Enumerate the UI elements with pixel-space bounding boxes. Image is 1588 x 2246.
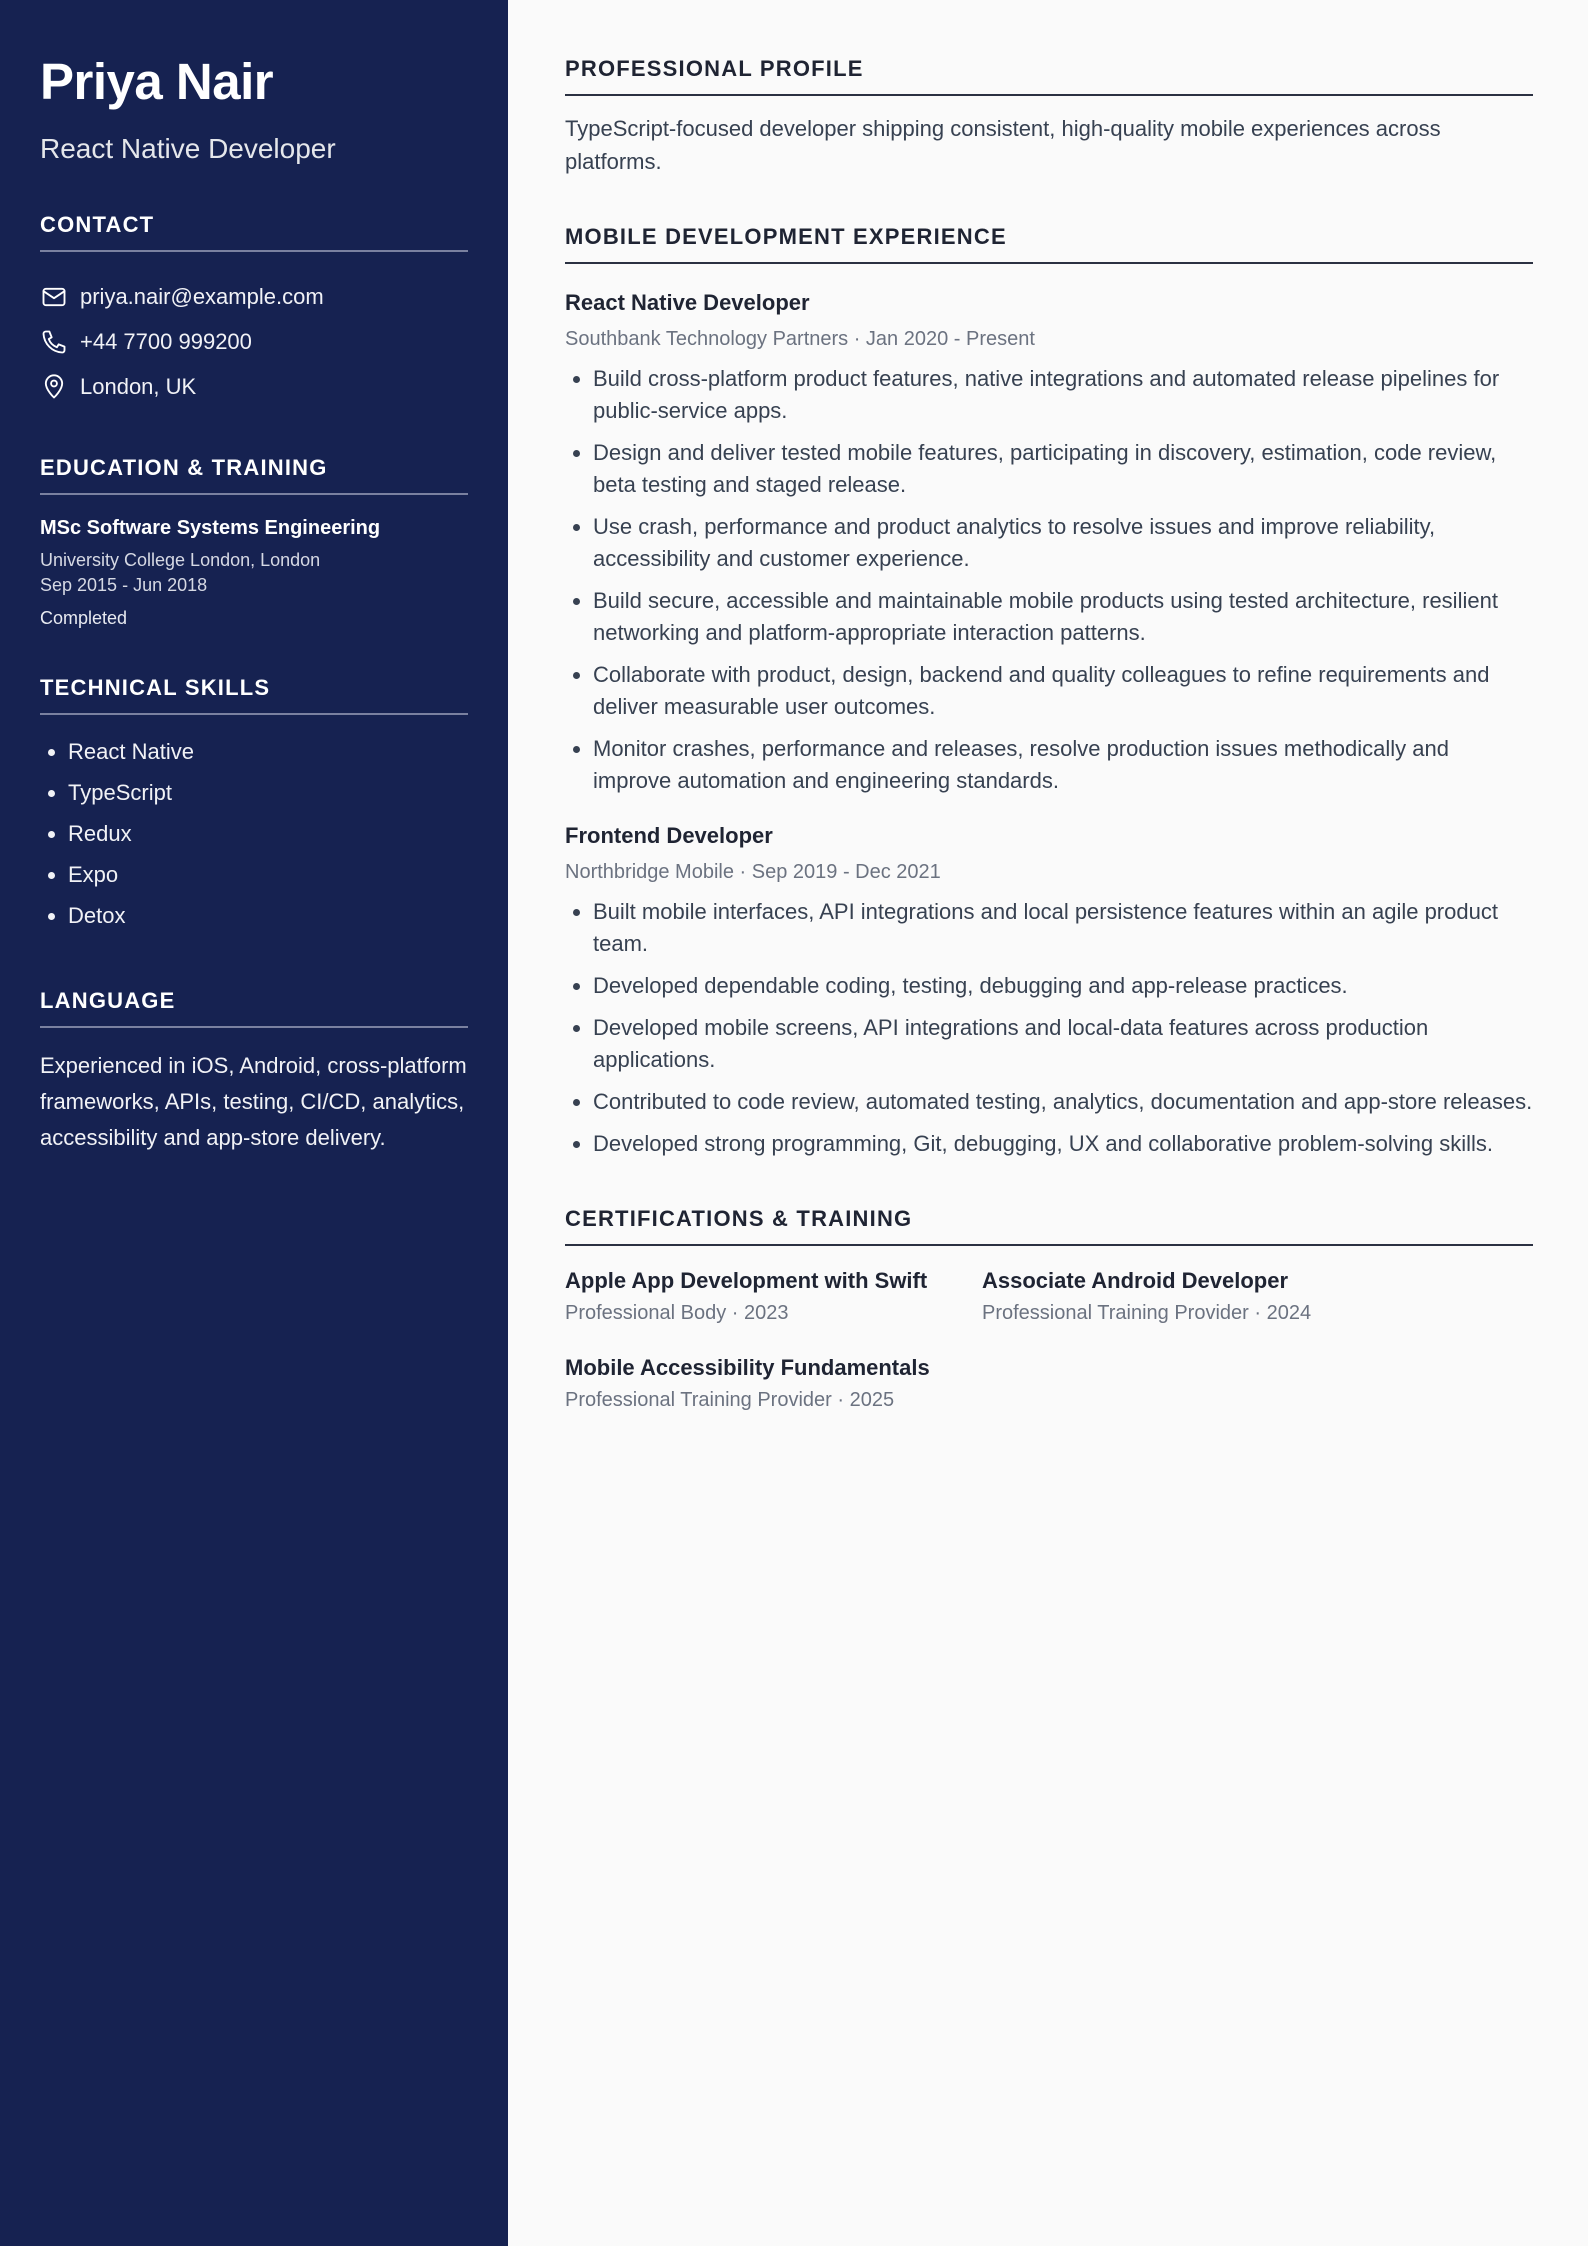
candidate-role: React Native Developer xyxy=(40,133,336,164)
skill-item: • TypeScript xyxy=(68,778,468,819)
skills-section xyxy=(40,675,468,942)
location-pin-icon xyxy=(40,373,68,401)
certification-item xyxy=(565,1355,982,1412)
skill-item: • Detox xyxy=(68,901,468,942)
education-status: Completed xyxy=(40,608,128,628)
job-title: React Native Developer xyxy=(565,290,810,315)
certifications-grid xyxy=(565,1268,1533,1442)
job-entry xyxy=(565,290,1533,797)
education-dates: Sep 2015 - Jun 2018 xyxy=(40,575,208,595)
certification-title: Mobile Accessibility Fundamentals xyxy=(565,1355,930,1380)
main-content xyxy=(508,0,1588,2246)
skill-item: • Expo xyxy=(68,860,468,901)
phone-icon xyxy=(40,328,68,356)
contact-phone-text[interactable]: +44 7700 999200 xyxy=(80,328,252,354)
certifications-title: CERTIFICATIONS & TRAINING xyxy=(565,1206,1533,1246)
education-title: EDUCATION & TRAINING xyxy=(40,455,468,495)
education-school: University College London, London xyxy=(40,550,321,570)
job-title: Frontend Developer xyxy=(565,823,773,848)
contact-phone xyxy=(40,319,468,364)
sidebar xyxy=(0,0,508,2246)
job-bullet: • Collaborate with product, design, backend and quality colleagues to refine requirements and deliver measurable user outcomes. xyxy=(593,659,1533,723)
certification-meta: Professional Training Provider · 2024 xyxy=(982,1302,1312,1324)
skills-title: TECHNICAL SKILLS xyxy=(40,675,468,715)
job-bullets xyxy=(565,896,1533,1160)
certification-meta: Professional Body · 2023 xyxy=(565,1302,789,1324)
certification-item xyxy=(565,1268,982,1325)
language-title: LANGUAGE xyxy=(40,988,468,1028)
job-bullet: • Developed dependable coding, testing, debugging and app-release practices. xyxy=(593,970,1533,1002)
certification-item xyxy=(982,1268,1399,1325)
job-meta: Southbank Technology Partners · Jan 2020 - Present xyxy=(565,328,1035,350)
certification-title: Associate Android Developer xyxy=(982,1268,1289,1293)
profile-title: PROFESSIONAL PROFILE xyxy=(565,56,1533,96)
job-bullet: • Developed strong programming, Git, debugging, UX and collaborative problem-solving skills. xyxy=(593,1128,1533,1160)
job-bullet: • Use crash, performance and product analytics to resolve issues and improve reliability, accessibility and customer experience. xyxy=(593,511,1533,575)
contact-section xyxy=(40,212,468,409)
certifications-section xyxy=(565,1206,1533,1442)
job-bullet: • Built mobile interfaces, API integrations and local persistence features within an agile product team. xyxy=(593,896,1533,960)
contact-list xyxy=(40,274,468,409)
education-degree: MSc Software Systems Engineering xyxy=(40,517,381,539)
mail-icon xyxy=(40,283,68,311)
job-meta: Northbridge Mobile · Sep 2019 - Dec 2021 xyxy=(565,861,941,883)
contact-location-text: London, UK xyxy=(80,373,197,399)
skills-list xyxy=(40,737,468,942)
job-bullet: • Contributed to code review, automated testing, analytics, documentation and app-store releases. xyxy=(593,1086,1533,1118)
profile-text: TypeScript-focused developer shipping consistent, high-quality mobile experiences across platforms. xyxy=(565,116,1441,174)
job-entry xyxy=(565,823,1533,1160)
job-bullets xyxy=(565,363,1533,797)
job-bullet: • Design and deliver tested mobile features, participating in discovery, estimation, code review, beta testing and staged release. xyxy=(593,437,1533,501)
experience-section xyxy=(565,224,1533,1160)
skill-item: • Redux xyxy=(68,819,468,860)
job-bullet: • Developed mobile screens, API integrations and local-data features across production applications. xyxy=(593,1012,1533,1076)
job-bullet: • Monitor crashes, performance and releases, resolve production issues methodically and improve automation and engineering standards. xyxy=(593,733,1533,797)
contact-location xyxy=(40,364,468,409)
language-text: Experienced in iOS, Android, cross-platform frameworks, APIs, testing, CI/CD, analytics, accessibility and app-store delivery. xyxy=(40,1053,467,1150)
profile-section xyxy=(565,56,1533,178)
job-bullet: • Build cross-platform product features, native integrations and automated release pipelines for public-service apps. xyxy=(593,363,1533,427)
contact-email-text[interactable]: priya.nair@example.com xyxy=(80,283,324,309)
certification-title: Apple App Development with Swift xyxy=(565,1268,928,1293)
experience-title: MOBILE DEVELOPMENT EXPERIENCE xyxy=(565,224,1533,264)
candidate-name: Priya Nair xyxy=(40,53,274,110)
certification-meta: Professional Training Provider · 2025 xyxy=(565,1389,895,1411)
language-section xyxy=(40,988,468,1156)
skill-item: • React Native xyxy=(68,737,468,778)
education-section xyxy=(40,455,468,629)
contact-email xyxy=(40,274,468,319)
job-bullet: • Build secure, accessible and maintainable mobile products using tested architecture, resilient networking and platform-appropriate interaction patterns. xyxy=(593,585,1533,649)
contact-title: CONTACT xyxy=(40,212,468,252)
